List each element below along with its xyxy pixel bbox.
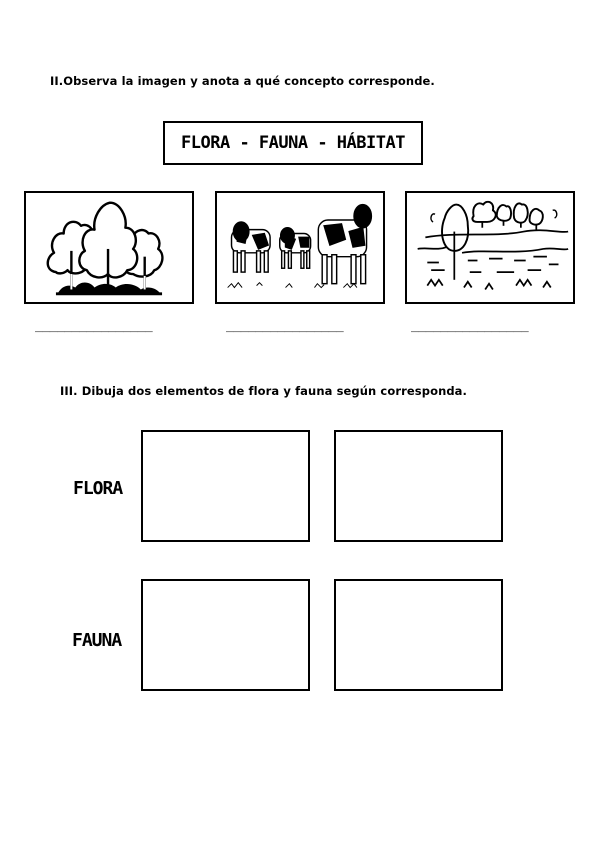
concept-box: FLORA - FAUNA - HÁBITAT [163,121,423,165]
landscape-icon [407,193,573,302]
trees-icon [26,193,192,302]
flora-label: FLORA [73,478,123,499]
answer-line-1[interactable]: ________________ [35,318,153,333]
fauna-label: FAUNA [72,630,122,651]
landscape-image [405,191,575,304]
answer-line-2[interactable]: ________________ [226,318,344,333]
fauna-drawing-box-2[interactable] [334,579,503,691]
flora-drawing-box-1[interactable] [141,430,310,542]
cows-image [215,191,385,304]
section3-instruction: III. Dibuja dos elementos de flora y fauna según corresponda. [60,384,468,398]
fauna-drawing-box-1[interactable] [141,579,310,691]
flora-drawing-box-2[interactable] [334,430,503,542]
trees-image [24,191,194,304]
answer-line-3[interactable]: ________________ [411,318,529,333]
section2-instruction: II.Observa la imagen y anota a qué concepto corresponde. [50,74,435,88]
cows-icon [217,193,383,302]
